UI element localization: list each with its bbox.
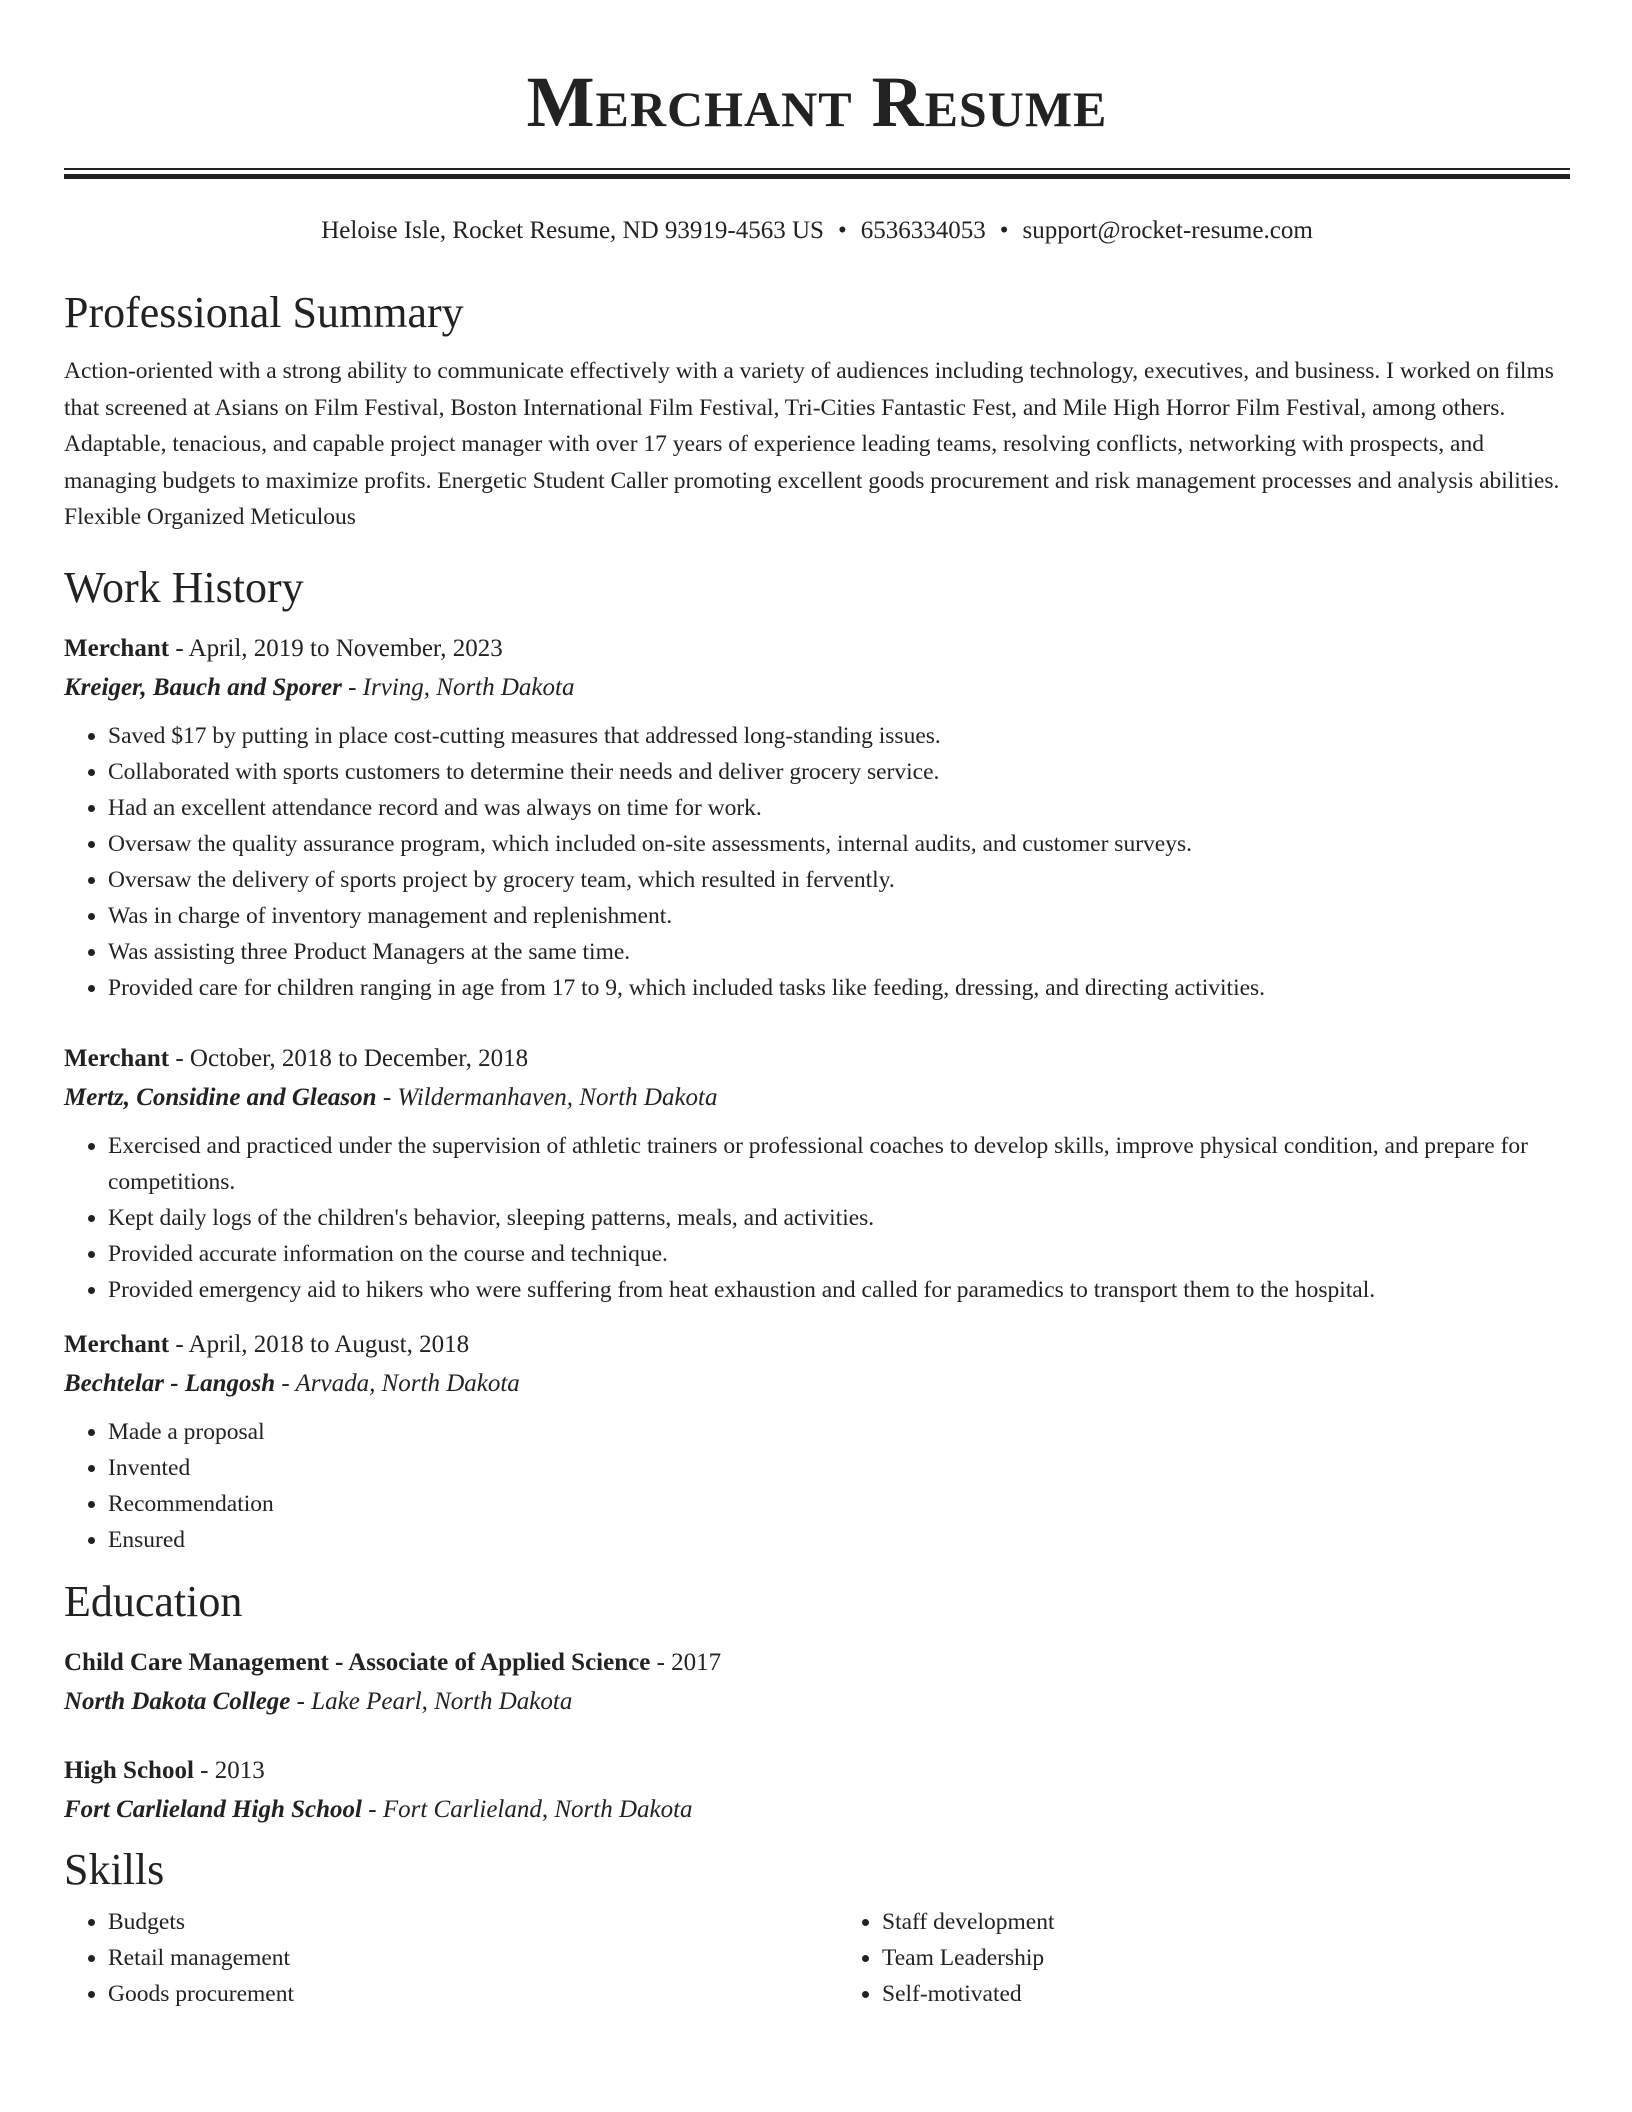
education-school-line xyxy=(64,1790,1570,1830)
job-employer xyxy=(64,668,1570,708)
job-title: Merchant xyxy=(64,1044,170,1072)
job-header xyxy=(64,1040,1570,1078)
education-year: - 2013 xyxy=(193,1756,265,1784)
job-title: Merchant xyxy=(64,634,170,662)
skills-columns xyxy=(64,1898,1570,2012)
job-bullet: • Was in charge of inventory management and replenishment. xyxy=(108,898,1570,934)
resume-body xyxy=(64,285,1570,2012)
job-dates: - April, 2019 to November, 2023 xyxy=(169,634,503,662)
skills-list-left xyxy=(64,1904,796,2012)
title-rule-thick xyxy=(64,174,1570,179)
education-header xyxy=(64,1752,1570,1790)
skill-item: • Budgets xyxy=(108,1904,796,1940)
job-company: Bechtelar - Langosh xyxy=(64,1369,276,1397)
job-location: - Wildermanhaven, North Dakota xyxy=(376,1083,718,1111)
job-employer xyxy=(64,1364,1570,1404)
education-section xyxy=(64,1574,1570,1830)
job-title: Merchant xyxy=(64,1330,170,1358)
job-entry xyxy=(64,630,1570,1006)
education-header xyxy=(64,1644,1570,1682)
job-company: Kreiger, Bauch and Sporer xyxy=(64,673,342,701)
summary-section xyxy=(64,285,1570,536)
job-bullets xyxy=(64,1414,1570,1558)
job-bullet: • Saved $17 by putting in place cost-cutting measures that addressed long-standing issues. xyxy=(108,718,1570,754)
education-school-line xyxy=(64,1682,1570,1722)
job-bullet: • Exercised and practiced under the supervision of athletic trainers or professional coaches to develop skills, improve physical condition, and prepare for competitions. xyxy=(108,1128,1570,1200)
job-bullet: • Oversaw the delivery of sports project by grocery team, which resulted in fervently. xyxy=(108,862,1570,898)
job-entry xyxy=(64,1040,1570,1308)
job-entry xyxy=(64,1326,1570,1558)
job-company: Mertz, Considine and Gleason xyxy=(64,1083,377,1111)
contact-phone: 6536334053 xyxy=(860,217,986,244)
skills-section xyxy=(64,1842,1570,2012)
education-entry xyxy=(64,1752,1570,1830)
job-bullet: • Provided accurate information on the course and technique. xyxy=(108,1236,1570,1272)
skill-item: • Goods procurement xyxy=(108,1976,796,2012)
education-location: - Fort Carlieland, North Dakota xyxy=(362,1795,693,1823)
section-heading-work-history: Work History xyxy=(64,562,304,612)
summary-text: Action-oriented with a strong ability to communicate effectively with a variety of audiences including technology, executives, and business. I worked on films that screened at Asians on Film Festival, Boston International Film Festival, Tri-Cities Fantastic Fest, and Mile High Horror Film Festival, among others. Adaptable, tenacious, and capable project manager with over 17 years of experience leading teams, resolving conflicts, networking with prospects, and managing budgets to maximize profits. Energetic Student Caller promoting excellent goods procurement and risk management processes and analysis abilities. Flexible Organized Meticulous xyxy=(64,358,1560,530)
job-header xyxy=(64,1326,1570,1364)
section-heading-education: Education xyxy=(64,1576,243,1626)
job-location: - Arvada, North Dakota xyxy=(275,1369,520,1397)
education-school: Fort Carlieland High School xyxy=(64,1795,362,1823)
job-bullets xyxy=(64,718,1570,1006)
contact-line xyxy=(64,214,1570,248)
job-bullet: • Provided care for children ranging in age from 17 to 9, which included tasks like feeding, dressing, and directing activities. xyxy=(108,970,1570,1006)
job-bullet: • Was assisting three Product Managers at the same time. xyxy=(108,934,1570,970)
job-bullet: • Collaborated with sports customers to determine their needs and deliver grocery service. xyxy=(108,754,1570,790)
skill-item: • Retail management xyxy=(108,1940,796,1976)
contact-separator: • xyxy=(999,217,1009,244)
title-rule-thin xyxy=(64,168,1570,170)
section-heading-summary: Professional Summary xyxy=(64,288,464,337)
contact-address: Heloise Isle, Rocket Resume, ND 93919-4563 US xyxy=(321,217,824,244)
job-bullet: • Oversaw the quality assurance program, which included on-site assessments, internal audits, and customer surveys. xyxy=(108,826,1570,862)
job-bullets xyxy=(64,1128,1570,1308)
skills-list-right xyxy=(838,1904,1570,2012)
job-bullet: • Had an excellent attendance record and was always on time for work. xyxy=(108,790,1570,826)
job-bullet: • Invented xyxy=(108,1450,1570,1486)
education-degree: High School xyxy=(64,1756,194,1784)
job-dates: - April, 2018 to August, 2018 xyxy=(169,1330,470,1358)
skill-item: • Self-motivated xyxy=(882,1976,1570,2012)
job-employer xyxy=(64,1078,1570,1118)
job-location: - Irving, North Dakota xyxy=(341,673,575,701)
job-dates: - October, 2018 to December, 2018 xyxy=(169,1044,529,1072)
job-bullet: • Ensured xyxy=(108,1522,1570,1558)
job-bullet: • Kept daily logs of the children's behavior, sleeping patterns, meals, and activities. xyxy=(108,1200,1570,1236)
education-year: - 2017 xyxy=(650,1648,722,1676)
education-degree: Child Care Management - Associate of Applied Science xyxy=(64,1648,651,1676)
education-entry xyxy=(64,1644,1570,1722)
section-heading-skills: Skills xyxy=(64,1844,165,1894)
contact-separator: • xyxy=(837,217,847,244)
skill-item: • Team Leadership xyxy=(882,1940,1570,1976)
job-bullet: • Recommendation xyxy=(108,1486,1570,1522)
job-header xyxy=(64,630,1570,668)
education-school: North Dakota College xyxy=(64,1687,291,1715)
contact-email[interactable]: support@rocket-resume.com xyxy=(1022,217,1313,244)
resume-title: Merchant Resume xyxy=(526,62,1108,142)
job-bullet: • Made a proposal xyxy=(108,1414,1570,1450)
work-history-section xyxy=(64,560,1570,1558)
job-bullet: • Provided emergency aid to hikers who were suffering from heat exhaustion and called for paramedics to transport them to the hospital. xyxy=(108,1272,1570,1308)
skill-item: • Staff development xyxy=(882,1904,1570,1940)
education-location: - Lake Pearl, North Dakota xyxy=(290,1687,573,1715)
